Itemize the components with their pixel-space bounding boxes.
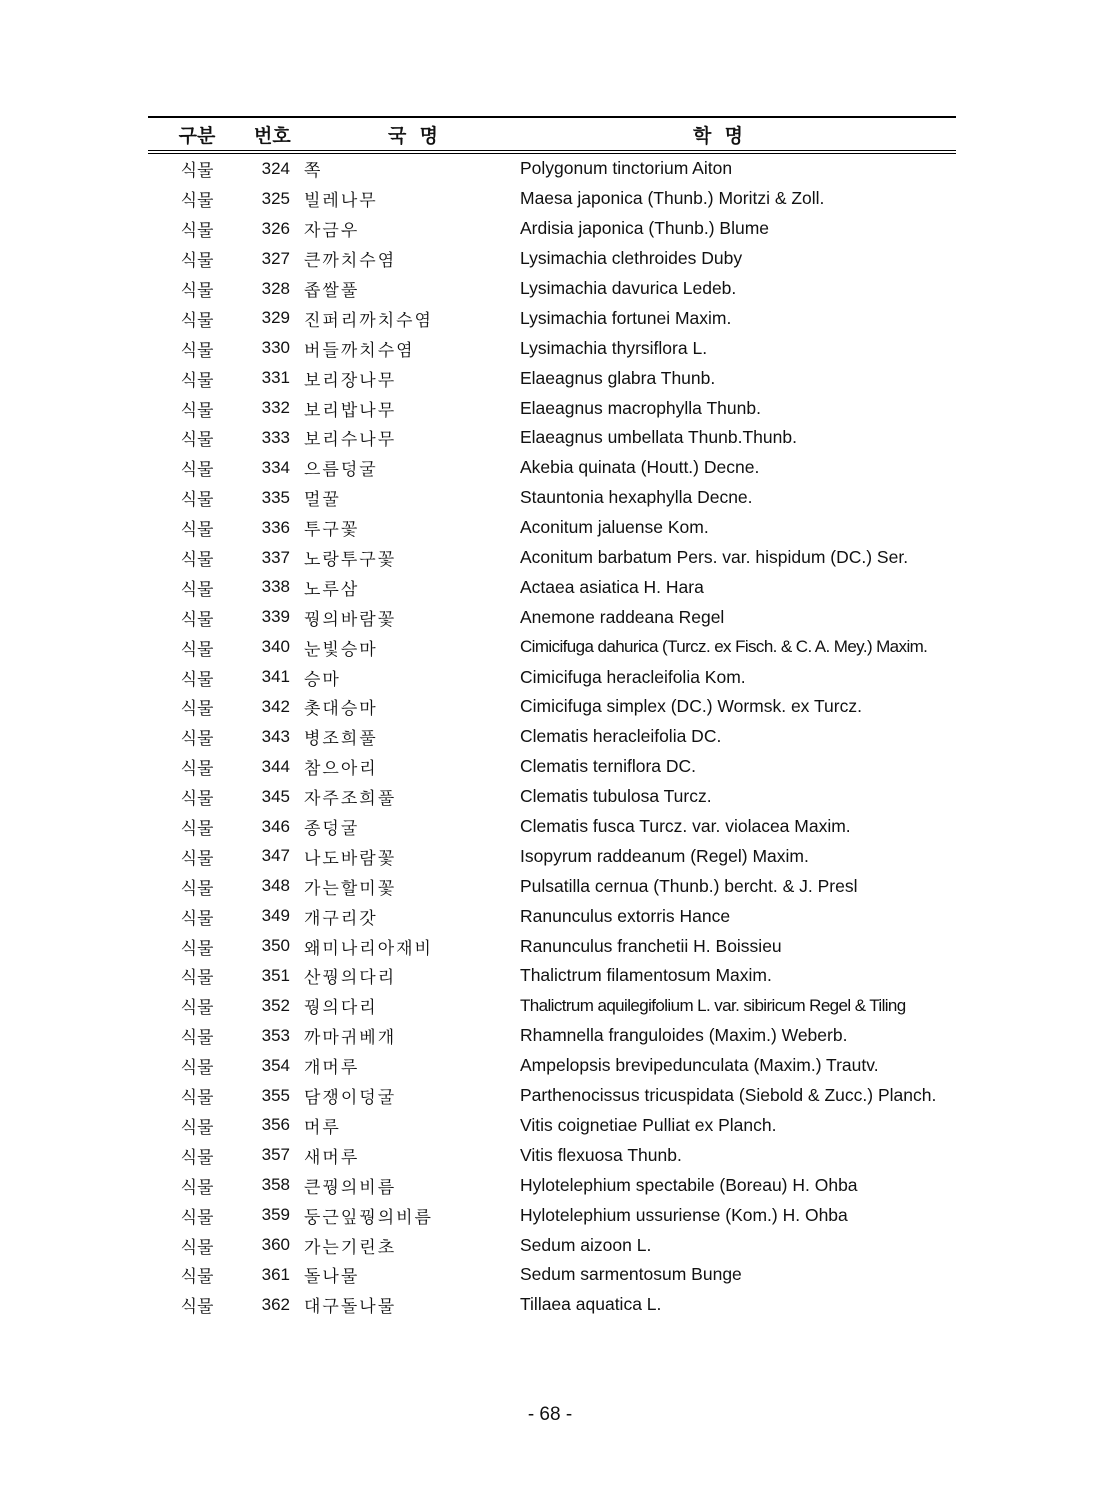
row-korean-name: 병조희풀 [304, 729, 378, 750]
header-category: 구분 [178, 124, 216, 147]
row-scientific-name: Cimicifuga heracleifolia Kom. [520, 666, 746, 687]
row-scientific-name: Isopyrum raddeanum (Regel) Maxim. [520, 845, 809, 866]
table-row [148, 244, 956, 274]
row-korean-name: 눈빛승마 [304, 639, 378, 660]
row-scientific-name: Aconitum barbatum Pers. var. hispidum (DC.) Ser. [520, 547, 909, 568]
species-table [148, 116, 956, 1320]
row-number: 327 [261, 248, 290, 268]
table-row [148, 513, 956, 543]
row-korean-name: 큰까치수염 [304, 251, 397, 272]
table-row [148, 1111, 956, 1141]
row-number: 351 [261, 965, 290, 985]
table-row [148, 214, 956, 244]
row-number: 350 [261, 936, 290, 956]
row-scientific-name: Elaeagnus macrophylla Thunb. [520, 397, 761, 418]
row-scientific-name: Clematis tubulosa Turcz. [520, 786, 712, 807]
table-row [148, 1081, 956, 1111]
table-row [148, 782, 956, 812]
row-korean-name: 가는기린초 [304, 1237, 397, 1258]
row-scientific-name: Vitis coignetiae Pulliat ex Planch. [520, 1114, 777, 1135]
page-number: - 68 - [527, 1404, 573, 1425]
row-korean-name: 보리수나무 [304, 430, 397, 451]
row-korean-name: 촛대승마 [304, 699, 378, 720]
row-number: 333 [261, 427, 290, 447]
row-korean-name: 돌나물 [304, 1267, 360, 1288]
row-korean-name: 가는할미꽃 [304, 878, 397, 899]
row-scientific-name: Vitis flexuosa Thunb. [520, 1144, 682, 1165]
row-category: 식물 [180, 490, 214, 511]
row-number: 358 [261, 1175, 290, 1195]
row-korean-name: 노랑투구꽃 [304, 550, 397, 571]
row-scientific-name: Lysimachia fortunei Maxim. [520, 307, 732, 328]
row-korean-name: 진퍼리까치수염 [304, 310, 433, 331]
table-row [148, 1260, 956, 1290]
row-category: 식물 [180, 550, 214, 571]
row-scientific-name: Actaea asiatica H. Hara [520, 576, 704, 597]
row-category: 식물 [180, 579, 214, 600]
row-number: 353 [261, 1025, 290, 1045]
row-number: 360 [261, 1235, 290, 1254]
row-scientific-name: Thalictrum aquilegifolium L. var. sibiricum Regel & Tiling [520, 995, 906, 1015]
row-number: 329 [261, 308, 290, 328]
header-scientific-name: 학 명 [693, 124, 743, 147]
row-number: 326 [261, 218, 290, 238]
table-row [148, 722, 956, 752]
row-number: 328 [261, 278, 290, 298]
row-category: 식물 [180, 1058, 214, 1079]
row-number: 355 [261, 1085, 290, 1105]
row-korean-name: 좁쌀풀 [304, 281, 360, 301]
row-korean-name: 멀꿀 [304, 490, 341, 511]
row-category: 식물 [180, 251, 214, 272]
table-row [148, 333, 956, 363]
row-scientific-name: Ranunculus extorris Hance [520, 905, 731, 926]
row-number: 340 [261, 637, 290, 657]
row-korean-name: 대구돌나물 [304, 1297, 397, 1318]
row-number: 336 [261, 517, 290, 537]
row-number: 337 [261, 547, 290, 567]
row-category: 식물 [180, 310, 214, 331]
row-korean-name: 자금우 [304, 221, 360, 242]
row-number: 352 [261, 995, 290, 1015]
table-header-row [148, 118, 956, 150]
row-category: 식물 [180, 400, 214, 421]
table-row [148, 154, 956, 184]
header-number: 번호 [254, 124, 291, 147]
row-korean-name: 개머루 [304, 1058, 360, 1079]
row-scientific-name: Ranunculus franchetii H. Boissieu [520, 935, 782, 956]
row-number: 332 [261, 398, 290, 418]
table-row [148, 453, 956, 483]
row-scientific-name: Maesa japonica (Thunb.) Moritzi & Zoll. [520, 188, 825, 209]
table-row [148, 1051, 956, 1081]
row-korean-name: 쪽 [304, 161, 323, 182]
row-korean-name: 으름덩굴 [304, 460, 378, 481]
row-korean-name: 투구꽃 [304, 520, 360, 541]
row-category: 식물 [180, 729, 214, 750]
row-scientific-name: Hylotelephium spectabile (Boreau) H. Ohba [520, 1174, 858, 1195]
row-category: 식물 [180, 430, 214, 451]
row-category: 식물 [180, 281, 214, 301]
table-row [148, 871, 956, 901]
row-category: 식물 [180, 819, 214, 840]
row-category: 식물 [180, 848, 214, 869]
row-category: 식물 [180, 759, 214, 780]
row-category: 식물 [180, 878, 214, 899]
row-category: 식물 [180, 1177, 214, 1198]
row-korean-name: 개구리갓 [304, 908, 378, 929]
row-number: 345 [261, 786, 290, 806]
row-scientific-name: Sedum sarmentosum Bunge [520, 1264, 742, 1285]
row-scientific-name: Clematis heracleifolia DC. [520, 726, 722, 747]
row-category: 식물 [180, 520, 214, 541]
row-korean-name: 버들까치수염 [304, 340, 415, 361]
row-scientific-name: Cimicifuga dahurica (Turcz. ex Fisch. & C. A. Mey.) Maxim. [520, 637, 928, 657]
row-category: 식물 [180, 789, 214, 810]
row-korean-name: 노루삼 [304, 579, 360, 600]
table-row [148, 841, 956, 871]
table-row [148, 393, 956, 423]
row-category: 식물 [180, 191, 214, 212]
row-category: 식물 [180, 1147, 214, 1168]
row-category: 식물 [180, 340, 214, 361]
table-row [148, 184, 956, 214]
row-scientific-name: Rhamnella franguloides (Maxim.) Weberb. [520, 1025, 848, 1046]
row-scientific-name: Cimicifuga simplex (DC.) Wormsk. ex Turcz. [520, 696, 862, 717]
row-category: 식물 [180, 699, 214, 720]
row-category: 식물 [180, 161, 214, 182]
table-row [148, 543, 956, 573]
row-korean-name: 꿩의바람꽃 [304, 609, 397, 630]
table-row [148, 812, 956, 842]
row-scientific-name: Elaeagnus umbellata Thunb.Thunb. [520, 427, 797, 448]
row-korean-name: 왜미나리아재비 [304, 938, 433, 959]
row-number: 359 [261, 1205, 290, 1225]
row-category: 식물 [180, 370, 214, 391]
row-category: 식물 [180, 1297, 214, 1318]
row-korean-name: 승마 [304, 669, 341, 690]
table-row [148, 483, 956, 513]
row-category: 식물 [180, 1237, 214, 1258]
row-category: 식물 [180, 669, 214, 690]
row-number: 356 [261, 1115, 290, 1135]
row-number: 346 [261, 816, 290, 836]
row-scientific-name: Ampelopsis brevipedunculata (Maxim.) Trautv. [520, 1055, 879, 1076]
table-row [148, 602, 956, 632]
row-korean-name: 꿩의다리 [304, 998, 378, 1019]
row-scientific-name: Clematis fusca Turcz. var. violacea Maxim. [520, 816, 851, 837]
row-scientific-name: Polygonum tinctorium Aiton [520, 158, 733, 179]
table-row [148, 1140, 956, 1170]
row-korean-name: 보리밥나무 [304, 400, 397, 421]
table-row [148, 632, 956, 662]
table-row [148, 991, 956, 1021]
row-number: 341 [261, 667, 290, 687]
row-korean-name: 산꿩의다리 [304, 968, 397, 989]
row-number: 343 [261, 726, 290, 746]
row-category: 식물 [180, 908, 214, 929]
row-scientific-name: Tillaea aquatica L. [520, 1294, 662, 1315]
table-row [148, 931, 956, 961]
row-scientific-name: Pulsatilla cernua (Thunb.) bercht. & J. Presl [520, 875, 858, 896]
row-category: 식물 [180, 998, 214, 1019]
table-row [148, 1021, 956, 1051]
row-number: 335 [261, 487, 290, 507]
table-row [148, 423, 956, 453]
table-body [148, 154, 956, 1320]
row-number: 338 [261, 577, 290, 597]
row-number: 331 [261, 368, 290, 388]
row-korean-name: 참으아리 [304, 759, 378, 780]
row-scientific-name: Lysimachia thyrsiflora L. [520, 337, 708, 358]
table-row [148, 692, 956, 722]
row-number: 324 [261, 158, 290, 178]
header-korean-name: 국 명 [388, 124, 438, 147]
row-category: 식물 [180, 1117, 214, 1138]
row-number: 357 [261, 1145, 290, 1165]
row-category: 식물 [180, 1267, 214, 1288]
row-scientific-name: Stauntonia hexaphylla Decne. [520, 487, 753, 508]
row-scientific-name: Thalictrum filamentosum Maxim. [520, 965, 772, 986]
row-category: 식물 [180, 1207, 214, 1228]
row-number: 354 [261, 1055, 290, 1075]
row-korean-name: 까마귀베개 [304, 1028, 397, 1049]
table-row [148, 662, 956, 692]
row-scientific-name: Sedum aizoon L. [520, 1234, 652, 1255]
row-number: 339 [261, 607, 290, 627]
table-row [148, 572, 956, 602]
table-row [148, 303, 956, 333]
row-number: 361 [261, 1264, 290, 1284]
table-row [148, 961, 956, 991]
row-number: 342 [261, 696, 290, 716]
table-row [148, 1290, 956, 1320]
row-category: 식물 [180, 460, 214, 481]
table-row [148, 274, 956, 304]
row-category: 식물 [180, 639, 214, 660]
table-row [148, 1170, 956, 1200]
table-row [148, 363, 956, 393]
row-category: 식물 [180, 1028, 214, 1049]
row-number: 348 [261, 876, 290, 896]
row-number: 349 [261, 906, 290, 926]
table-row [148, 901, 956, 931]
row-scientific-name: Clematis terniflora DC. [520, 756, 697, 777]
row-number: 362 [261, 1294, 290, 1314]
row-scientific-name: Akebia quinata (Houtt.) Decne. [520, 457, 760, 478]
row-korean-name: 빌레나무 [304, 191, 378, 212]
row-scientific-name: Aconitum jaluense Kom. [520, 517, 709, 538]
row-korean-name: 나도바람꽃 [304, 848, 397, 869]
row-number: 325 [261, 188, 290, 208]
table-row [148, 752, 956, 782]
row-category: 식물 [180, 221, 214, 242]
row-korean-name: 머루 [304, 1117, 341, 1138]
row-korean-name: 둥근잎꿩의비름 [304, 1207, 433, 1228]
row-number: 344 [261, 756, 290, 776]
row-scientific-name: Lysimachia davurica Ledeb. [520, 278, 737, 298]
row-category: 식물 [180, 968, 214, 989]
row-scientific-name: Parthenocissus tricuspidata (Siebold & Zucc.) Planch. [520, 1085, 937, 1106]
row-number: 347 [261, 846, 290, 866]
row-scientific-name: Anemone raddeana Regel [520, 606, 725, 627]
row-korean-name: 종덩굴 [304, 819, 360, 840]
row-category: 식물 [180, 1088, 214, 1109]
row-category: 식물 [180, 609, 214, 630]
row-korean-name: 큰꿩의비름 [304, 1177, 397, 1198]
row-number: 330 [261, 338, 290, 358]
row-scientific-name: Hylotelephium ussuriense (Kom.) H. Ohba [520, 1204, 848, 1225]
row-scientific-name: Ardisia japonica (Thunb.) Blume [520, 218, 770, 239]
row-number: 334 [261, 457, 290, 477]
row-korean-name: 담쟁이덩굴 [304, 1088, 397, 1109]
row-korean-name: 보리장나무 [304, 370, 397, 391]
table-row [148, 1230, 956, 1260]
row-scientific-name: Lysimachia clethroides Duby [520, 248, 743, 269]
row-scientific-name: Elaeagnus glabra Thunb. [520, 367, 716, 388]
row-korean-name: 새머루 [304, 1147, 360, 1168]
table-row [148, 1200, 956, 1230]
row-category: 식물 [180, 938, 214, 959]
row-korean-name: 자주조희풀 [304, 789, 397, 810]
